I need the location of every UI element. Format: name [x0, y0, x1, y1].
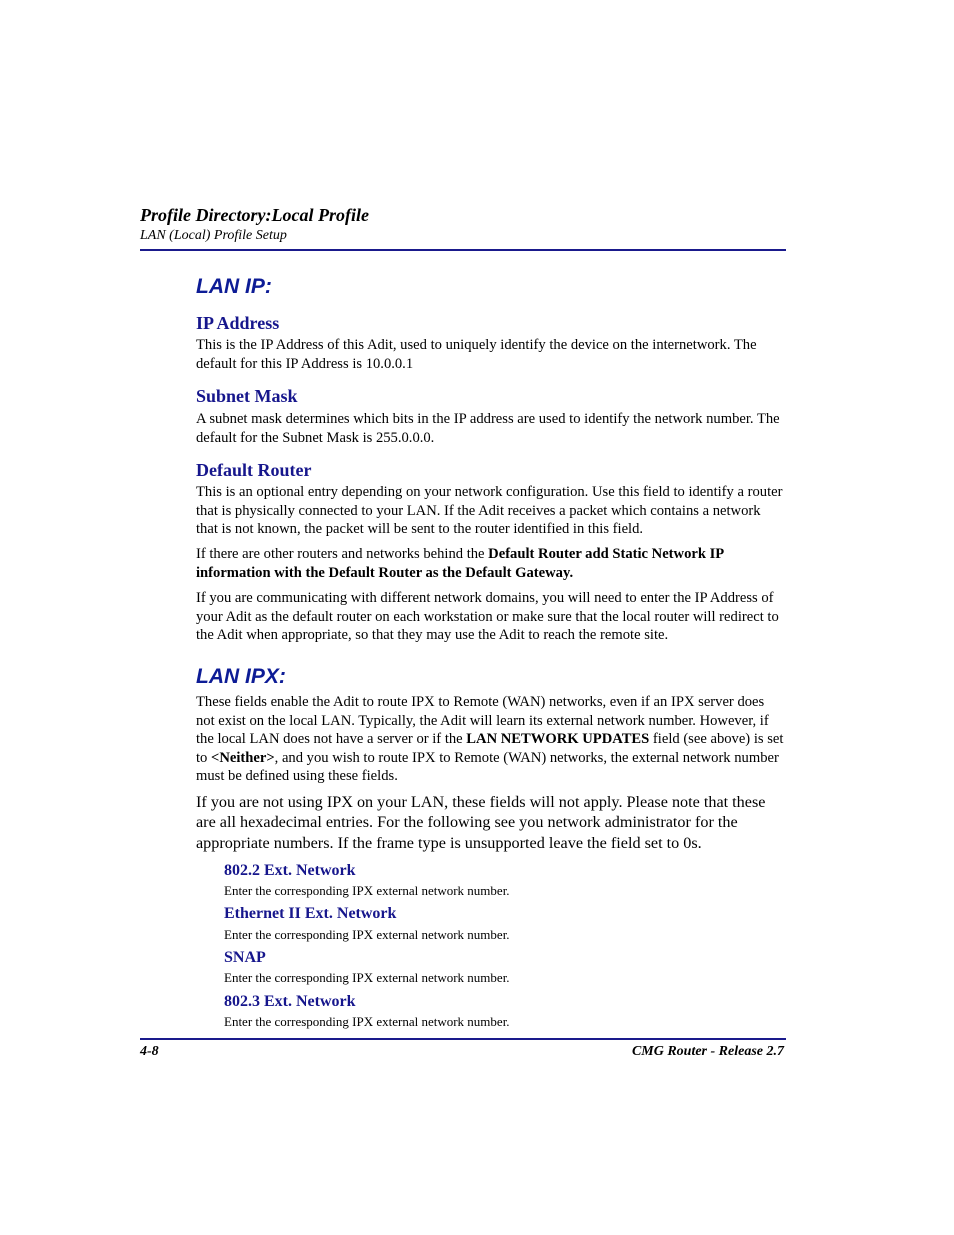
text-bold: LAN NETWORK UPDATES	[466, 731, 650, 748]
field-desc-8023-ext-network: Enter the corresponding IPX external network number.	[224, 1014, 510, 1029]
footer-rule	[140, 1038, 786, 1040]
paragraph-default-router-3: If you are communicating with different network domains, you will need to enter the IP Address of your Adit as the default router on each workstation or make sure that the local router will redirect to the Adit when appropriate, so that they may use the Adit to reach the remote site.	[196, 590, 779, 644]
field-desc-ethernet-ii-ext-network: Enter the corresponding IPX external network number.	[224, 927, 510, 942]
paragraph-lan-ipx-1	[196, 693, 786, 786]
field-title-ethernet-ii-ext-network: Ethernet II Ext. Network	[224, 905, 397, 922]
text-plain: These fields enable the Adit to route IPX to Remote (WAN) networks, even if an IPX server does not exist on the local LAN. Typically, the Adit will learn its external network number. However, if the local LAN does not have a server or if the	[196, 694, 769, 748]
subheading-default-router: Default Router	[196, 460, 312, 480]
running-header-title: Profile Directory:Local Profile	[140, 205, 369, 225]
subheading-ip-address: IP Address	[196, 313, 280, 333]
text-plain: , and you wish to route IPX to Remote (WAN) networks, the external network number must be defined using these fields.	[196, 749, 779, 785]
field-desc-8022-ext-network: Enter the corresponding IPX external network number.	[224, 883, 510, 898]
field-title-snap: SNAP	[224, 949, 266, 966]
section-heading-lan-ipx: LAN IPX:	[196, 665, 286, 688]
page-number: 4-8	[140, 1044, 159, 1059]
paragraph-subnet-mask: A subnet mask determines which bits in the IP address are used to identify the network number. The default for the Subnet Mask is 255.0.0.0.	[196, 411, 780, 446]
text-plain: If there are other routers and networks behind the	[196, 546, 489, 562]
section-heading-lan-ip: LAN IP:	[196, 275, 272, 298]
text-bold: Default Router add Static Network IP information with the Default Router as the Default Gateway.	[196, 546, 724, 581]
field-title-8023-ext-network: 802.3 Ext. Network	[224, 993, 356, 1010]
running-header-subtitle: LAN (Local) Profile Setup	[140, 228, 287, 243]
text-plain: field (see above) is set to	[196, 731, 784, 766]
paragraph-default-router-2	[196, 545, 786, 582]
field-title-8022-ext-network: 802.2 Ext. Network	[224, 862, 356, 879]
header-rule	[140, 249, 786, 251]
footer-product: CMG Router - Release 2.7	[631, 1044, 784, 1059]
text-bold: <Neither>	[211, 749, 275, 766]
paragraph-ip-address: This is the IP Address of this Adit, used to uniquely identify the device on the internetwork. The default for this IP Address is 10.0.0.1	[196, 337, 757, 372]
paragraph-default-router-1: This is an optional entry depending on your network configuration. Use this field to identify a router that is physically connected to your LAN. If the Adit receives a packet which contains a network that is not known, the packet will be sent to the router identified in this field.	[196, 484, 783, 538]
subheading-subnet-mask: Subnet Mask	[196, 386, 298, 406]
field-desc-snap: Enter the corresponding IPX external network number.	[224, 970, 510, 985]
paragraph-lan-ipx-2: If you are not using IPX on your LAN, these fields will not apply. Please note that these are all hexadecimal entries. For the following see you network administrator for the appropriate numbers. If the frame type is unsupported leave the field set to 0s.	[196, 793, 766, 852]
